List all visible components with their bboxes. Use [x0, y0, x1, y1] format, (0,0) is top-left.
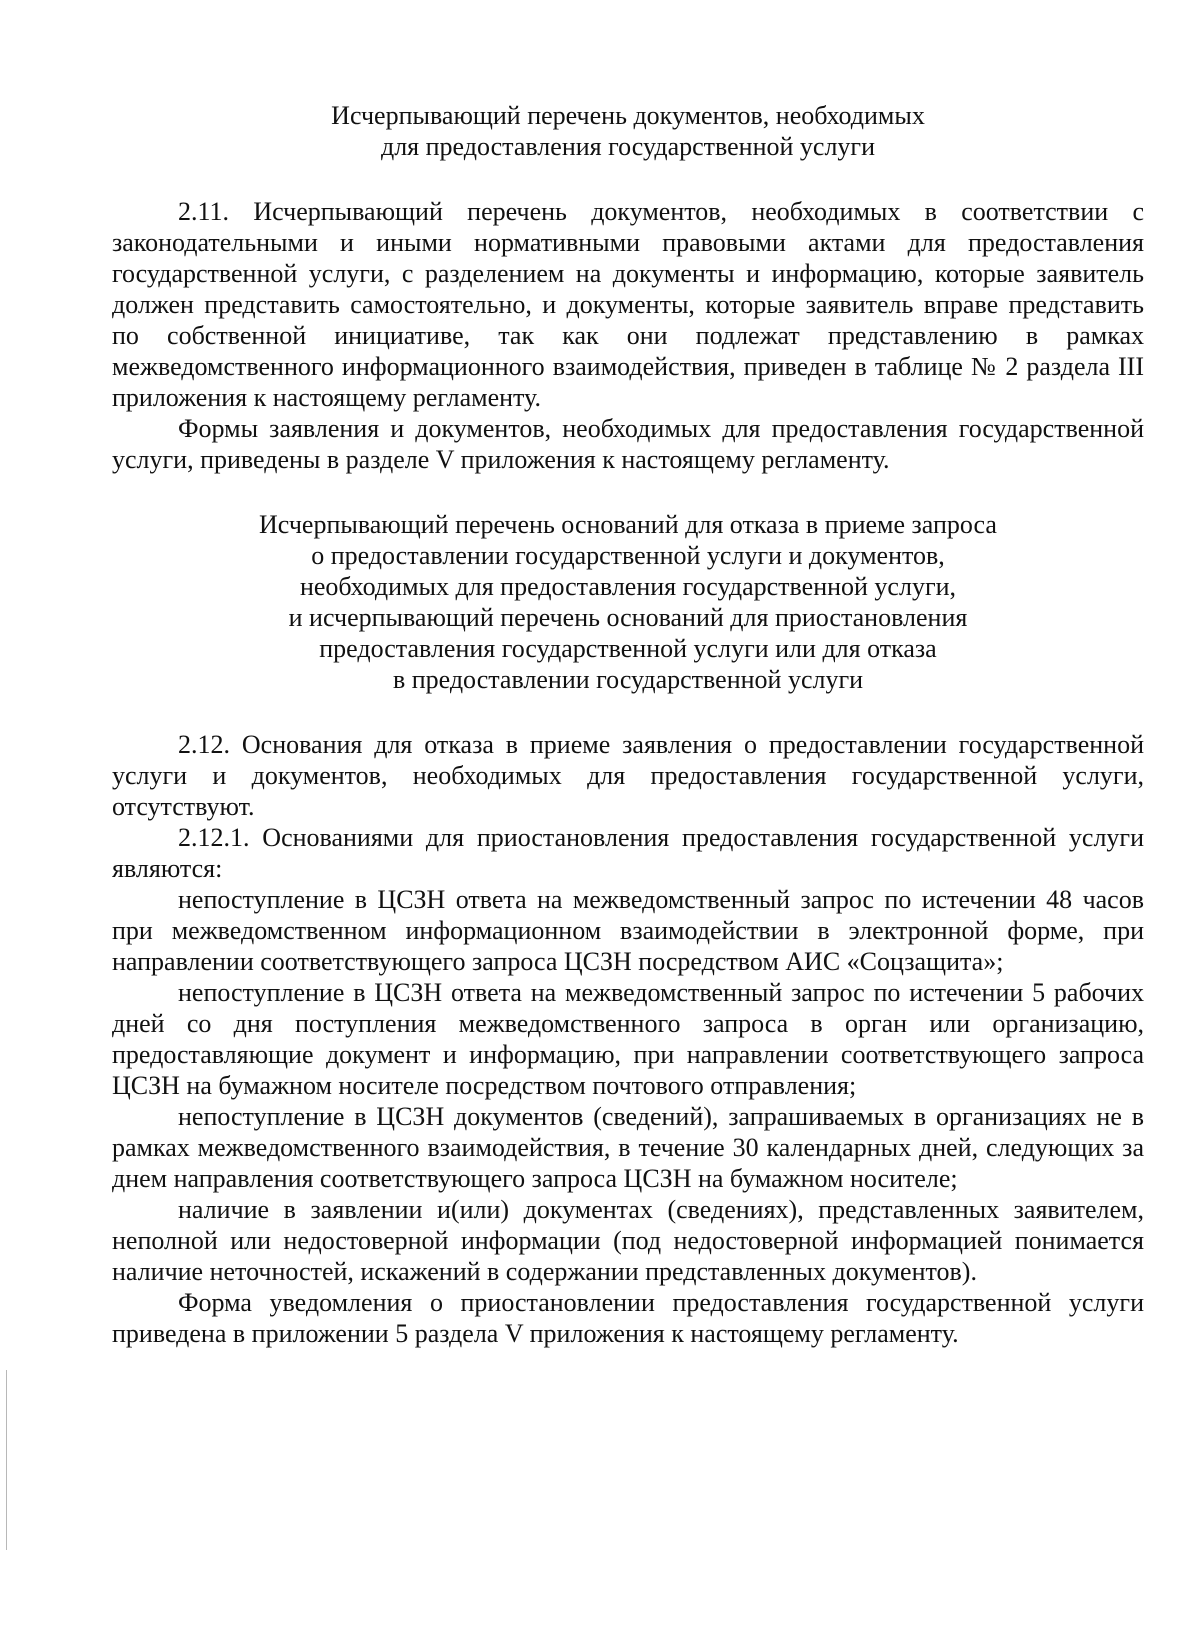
paragraph-2-11: 2.11. Исчерпывающий перечень документов, необходимых в соответствии с законодательными и иными нормативными правовыми актами для предоставления государственной услуги, с разделением на документы и информацию, которые заявитель должен представить самостоятельно, и документы, которые заявитель вправе представить по собственной инициативе, так как они подлежат представлению в рамках межведомственного информационного взаимодействия, приведен в таблице № 2 раздела III приложения к настоящему регламенту.: [112, 197, 1144, 412]
section-heading-refusal-grounds: [112, 509, 1144, 695]
heading-line: о предоставлении государственной услуги и документов,: [311, 541, 945, 570]
heading-line: и исчерпывающий перечень оснований для приостановления: [288, 603, 968, 632]
heading-line: Исчерпывающий перечень документов, необходимых: [331, 101, 925, 130]
scan-edge-artifact: [6, 1370, 7, 1550]
heading-line: предоставления государственной услуги или для отказа: [319, 634, 937, 663]
suspension-ground-item: непоступление в ЦСЗН ответа на межведомственный запрос по истечении 48 часов при межведомственном информационном взаимодействии в электронной форме, при направлении соответствующего запроса ЦСЗН посредством АИС «Соцзащита»;: [112, 885, 1144, 976]
suspension-ground-item: наличие в заявлении и(или) документах (сведениях), представленных заявителем, неполной или недостоверной информации (под недостоверной информацией понимается наличие неточностей, искажений в содержании представленных документов).: [112, 1195, 1144, 1286]
section-heading-documents: [112, 100, 1144, 162]
paragraph-2-12-1: 2.12.1. Основаниями для приостановления предоставления государственной услуги являются:: [112, 823, 1144, 883]
paragraph-notice-form: Форма уведомления о приостановлении предоставления государственной услуги приведена в приложении 5 раздела V приложения к настоящему регламенту.: [112, 1288, 1144, 1348]
heading-line: в предоставлении государственной услуги: [392, 665, 864, 694]
heading-line: для предоставления государственной услуги: [380, 132, 876, 161]
suspension-ground-item: непоступление в ЦСЗН документов (сведений), запрашиваемых в организациях не в рамках межведомственного взаимодействия, в течение 30 календарных дней, следующих за днем направления соответствующего запроса ЦСЗН на бумажном носителе;: [112, 1102, 1144, 1193]
suspension-ground-item: непоступление в ЦСЗН ответа на межведомственный запрос по истечении 5 рабочих дней со дня поступления межведомственного запроса в орган или организацию, предоставляющие документ и информацию, при направлении соответствующего запроса ЦСЗН на бумажном носителе посредством почтового отправления;: [112, 978, 1144, 1100]
document-body: [112, 100, 1144, 1349]
paragraph-forms: Формы заявления и документов, необходимых для предоставления государственной услуги, приведены в разделе V приложения к настоящему регламенту.: [112, 414, 1144, 474]
heading-line: Исчерпывающий перечень оснований для отказа в приеме запроса: [259, 510, 997, 539]
paragraph-2-12: 2.12. Основания для отказа в приеме заявления о предоставлении государственной услуги и документов, необходимых для предоставления государственной услуги, отсутствуют.: [112, 730, 1144, 821]
heading-line: необходимых для предоставления государственной услуги,: [299, 572, 957, 601]
